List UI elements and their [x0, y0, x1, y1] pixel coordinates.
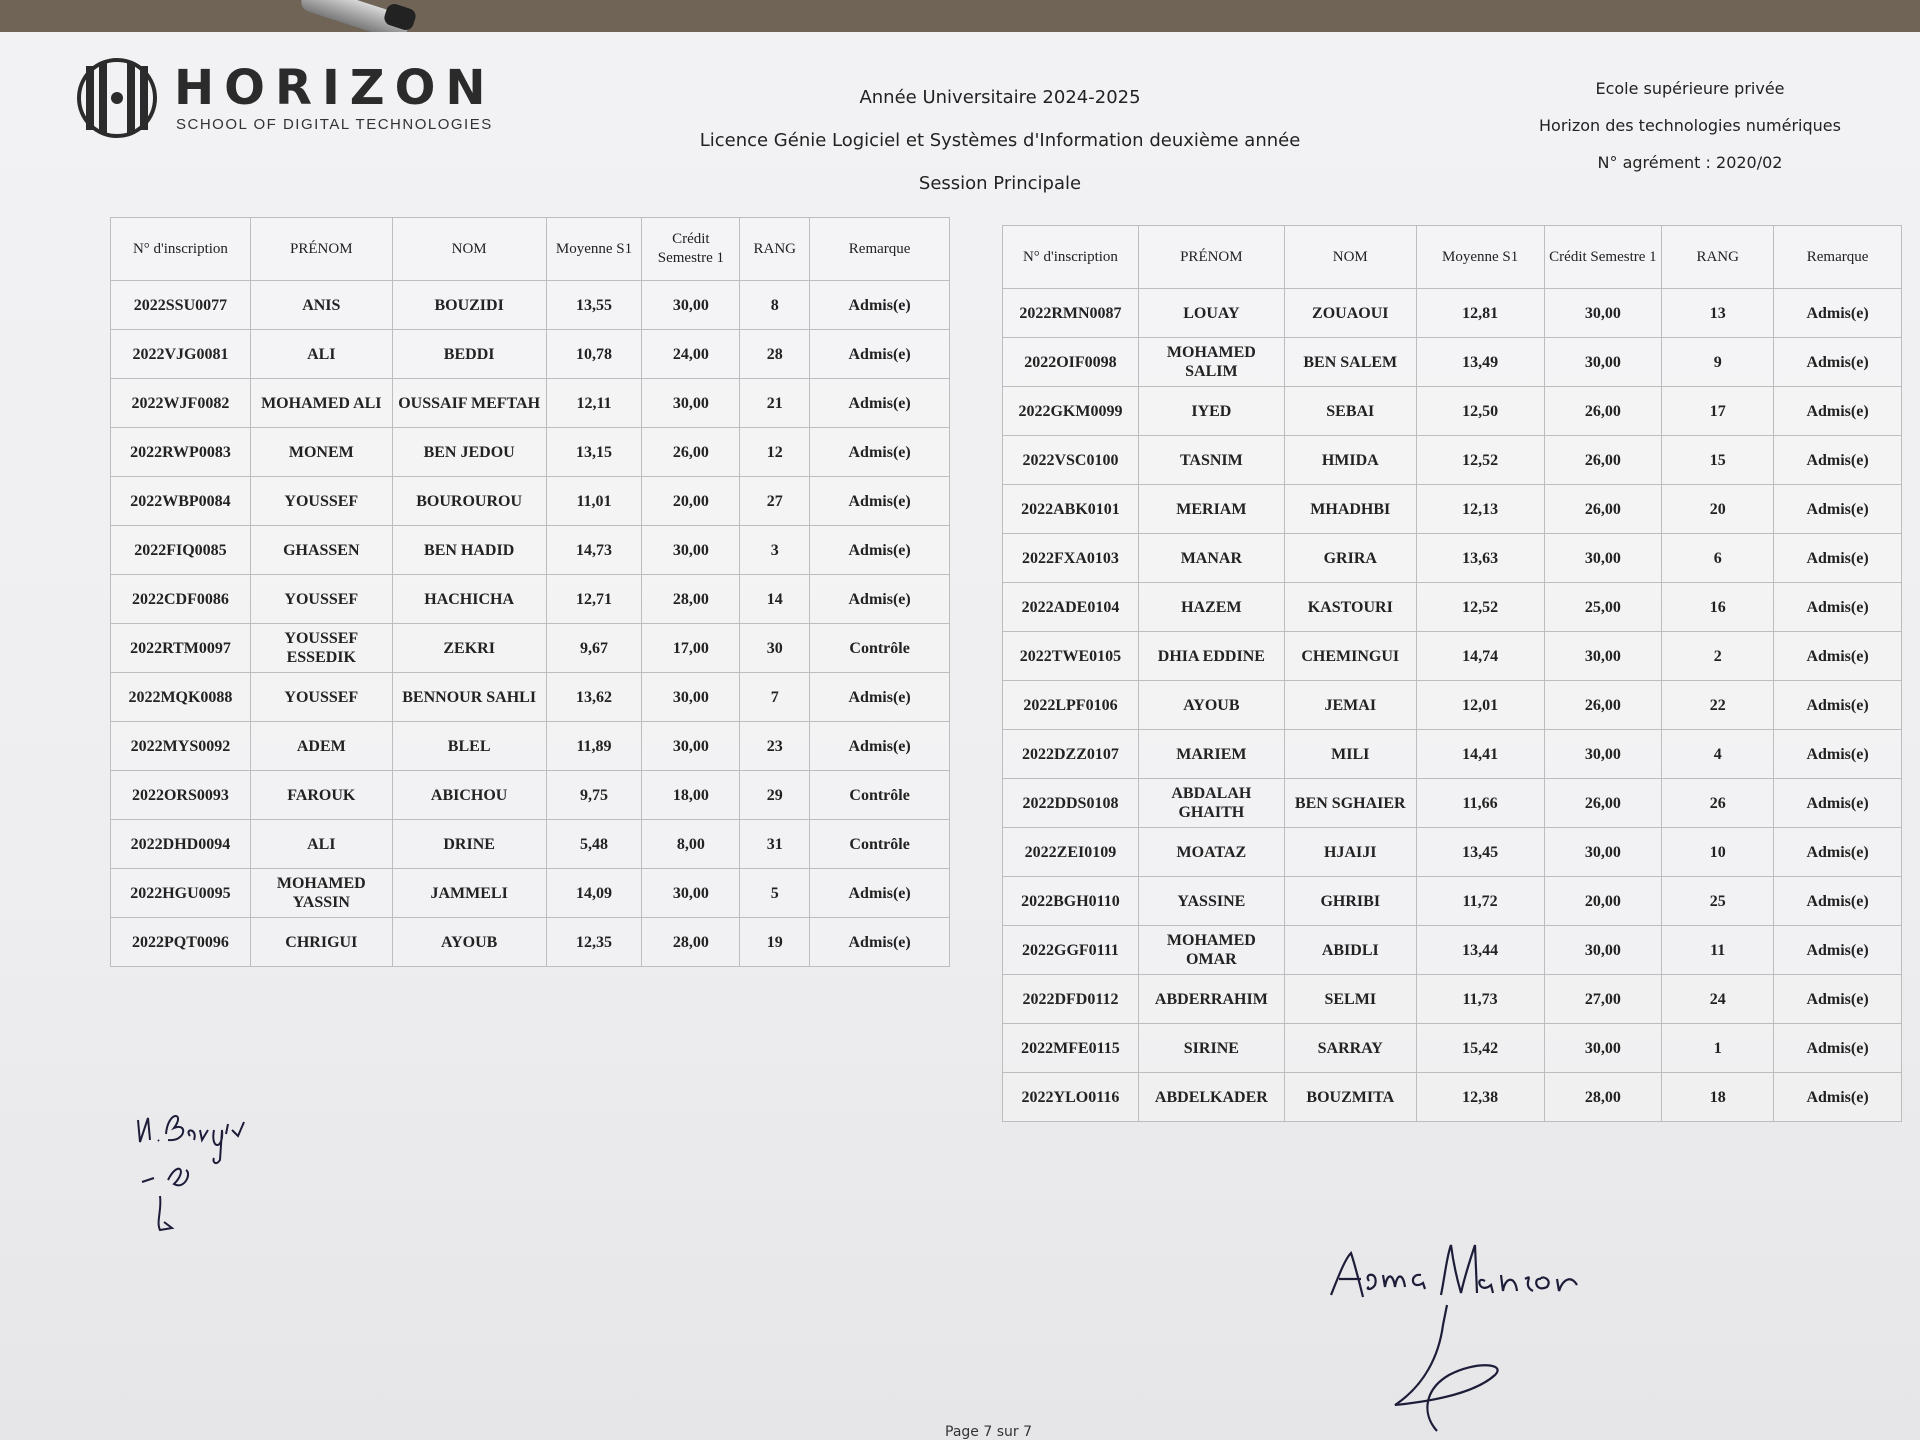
cell-moyenne: 9,67: [546, 624, 642, 673]
cell-rang: 12: [740, 428, 810, 477]
cell-prenom: YOUSSEF: [250, 575, 392, 624]
cell-nom: GHRIBI: [1284, 877, 1416, 926]
cell-credit: 28,00: [1544, 1073, 1662, 1122]
cell-id: 2022GKM0099: [1003, 387, 1139, 436]
col-header-remarque: Remarque: [1774, 226, 1902, 289]
cell-nom: SELMI: [1284, 975, 1416, 1024]
cell-credit: 24,00: [642, 330, 740, 379]
table-row: [1003, 1073, 1902, 1122]
cell-prenom: MOHAMED ALI: [250, 379, 392, 428]
cell-id: 2022DDS0108: [1003, 779, 1139, 828]
table-row: [1003, 779, 1902, 828]
school-type: Ecole supérieure privée: [1595, 79, 1785, 98]
cell-moyenne: 10,78: [546, 330, 642, 379]
page-number: Page 7 sur 7: [945, 1424, 1032, 1440]
cell-prenom: DHIA EDDINE: [1138, 632, 1284, 681]
cell-moyenne: 14,09: [546, 869, 642, 918]
cell-rang: 21: [740, 379, 810, 428]
cell-nom: OUSSAIF MEFTAH: [392, 379, 546, 428]
cell-nom: AYOUB: [392, 918, 546, 967]
table-header-row: [1003, 226, 1902, 289]
cell-moyenne: 14,73: [546, 526, 642, 575]
cell-moyenne: 11,01: [546, 477, 642, 526]
cell-credit: 30,00: [1544, 632, 1662, 681]
col-header-nom: NOM: [1284, 226, 1416, 289]
cell-moyenne: 12,13: [1416, 485, 1544, 534]
table-row: [111, 624, 950, 673]
table-row: [111, 526, 950, 575]
cell-credit: 25,00: [1544, 583, 1662, 632]
table-row: [1003, 485, 1902, 534]
logo-wordmark: HORIZON: [174, 60, 496, 116]
cell-nom: KASTOURI: [1284, 583, 1416, 632]
cell-prenom: YOUSSEF: [250, 477, 392, 526]
col-header-moyenne: Moyenne S1: [546, 218, 642, 281]
cell-remarque: Admis(e): [1774, 485, 1902, 534]
cell-moyenne: 12,52: [1416, 583, 1544, 632]
cell-nom: CHEMINGUI: [1284, 632, 1416, 681]
cell-id: 2022VSC0100: [1003, 436, 1139, 485]
cell-credit: 30,00: [642, 526, 740, 575]
cell-id: 2022MFE0115: [1003, 1024, 1139, 1073]
cell-id: 2022FIQ0085: [111, 526, 251, 575]
cell-id: 2022YLO0116: [1003, 1073, 1139, 1122]
cell-prenom: ALI: [250, 820, 392, 869]
cell-id: 2022CDF0086: [111, 575, 251, 624]
table-row: [111, 428, 950, 477]
cell-remarque: Admis(e): [1774, 387, 1902, 436]
cell-rang: 23: [740, 722, 810, 771]
school-name: Horizon des technologies numériques: [1539, 116, 1841, 135]
cell-credit: 28,00: [642, 575, 740, 624]
cell-remarque: Admis(e): [810, 575, 950, 624]
cell-remarque: Admis(e): [1774, 681, 1902, 730]
cell-id: 2022BGH0110: [1003, 877, 1139, 926]
cell-rang: 1: [1662, 1024, 1774, 1073]
cell-credit: 26,00: [1544, 681, 1662, 730]
cell-prenom: TASNIM: [1138, 436, 1284, 485]
col-header-moyenne: Moyenne S1: [1416, 226, 1544, 289]
cell-nom: BEN JEDOU: [392, 428, 546, 477]
cell-moyenne: 11,66: [1416, 779, 1544, 828]
horizon-logo: [72, 56, 512, 140]
cell-nom: BEDDI: [392, 330, 546, 379]
cell-prenom: ANIS: [250, 281, 392, 330]
table-row: [111, 330, 950, 379]
cell-credit: 30,00: [642, 379, 740, 428]
cell-credit: 26,00: [1544, 779, 1662, 828]
cell-nom: BEN SGHAIER: [1284, 779, 1416, 828]
cell-rang: 18: [1662, 1073, 1774, 1122]
table-header-row: [111, 218, 950, 281]
cell-credit: 30,00: [642, 281, 740, 330]
table-row: [111, 673, 950, 722]
table-row: [111, 379, 950, 428]
cell-credit: 30,00: [1544, 338, 1662, 387]
cell-nom: BENNOUR SAHLI: [392, 673, 546, 722]
cell-prenom: MERIAM: [1138, 485, 1284, 534]
cell-prenom: ABDERRAHIM: [1138, 975, 1284, 1024]
cell-rang: 26: [1662, 779, 1774, 828]
cell-credit: 30,00: [1544, 289, 1662, 338]
cell-remarque: Admis(e): [1774, 926, 1902, 975]
cell-nom: ZOUAOUI: [1284, 289, 1416, 338]
cell-remarque: Admis(e): [810, 673, 950, 722]
cell-moyenne: 12,35: [546, 918, 642, 967]
cell-remarque: Admis(e): [810, 722, 950, 771]
table-row: [111, 477, 950, 526]
cell-nom: HACHICHA: [392, 575, 546, 624]
table-row: [1003, 877, 1902, 926]
cell-nom: ZEKRI: [392, 624, 546, 673]
program-title: Licence Génie Logiciel et Systèmes d'Information deuxième année: [699, 130, 1301, 151]
table-row: [1003, 338, 1902, 387]
cell-moyenne: 14,74: [1416, 632, 1544, 681]
cell-rang: 29: [740, 771, 810, 820]
cell-prenom: GHASSEN: [250, 526, 392, 575]
cell-id: 2022ADE0104: [1003, 583, 1139, 632]
cell-moyenne: 11,89: [546, 722, 642, 771]
cell-prenom: MANAR: [1138, 534, 1284, 583]
table-row: [111, 771, 950, 820]
cell-remarque: Admis(e): [1774, 828, 1902, 877]
cell-id: 2022RMN0087: [1003, 289, 1139, 338]
cell-rang: 6: [1662, 534, 1774, 583]
table-row: [1003, 828, 1902, 877]
table-row: [1003, 387, 1902, 436]
horizon-emblem-icon: [72, 56, 162, 140]
col-header-prenom: PRÉNOM: [250, 218, 392, 281]
cell-remarque: Admis(e): [810, 379, 950, 428]
cell-credit: 30,00: [1544, 534, 1662, 583]
cell-moyenne: 12,52: [1416, 436, 1544, 485]
cell-remarque: Admis(e): [810, 281, 950, 330]
cell-prenom: MOHAMED YASSIN: [250, 869, 392, 918]
cell-nom: GRIRA: [1284, 534, 1416, 583]
cell-rang: 16: [1662, 583, 1774, 632]
cell-moyenne: 5,48: [546, 820, 642, 869]
cell-rang: 11: [1662, 926, 1774, 975]
cell-id: 2022MYS0092: [111, 722, 251, 771]
cell-moyenne: 12,71: [546, 575, 642, 624]
table-row: [1003, 926, 1902, 975]
cell-moyenne: 12,38: [1416, 1073, 1544, 1122]
table-row: [1003, 632, 1902, 681]
cell-remarque: Admis(e): [1774, 632, 1902, 681]
cell-rang: 5: [740, 869, 810, 918]
cell-id: 2022DZZ0107: [1003, 730, 1139, 779]
results-table-left: [110, 217, 950, 967]
cell-rang: 7: [740, 673, 810, 722]
cell-nom: MILI: [1284, 730, 1416, 779]
cell-moyenne: 12,50: [1416, 387, 1544, 436]
cell-credit: 30,00: [1544, 828, 1662, 877]
cell-remarque: Admis(e): [1774, 534, 1902, 583]
cell-rang: 13: [1662, 289, 1774, 338]
cell-nom: BEN HADID: [392, 526, 546, 575]
cell-credit: 20,00: [642, 477, 740, 526]
table-row: [111, 869, 950, 918]
cell-prenom: MARIEM: [1138, 730, 1284, 779]
cell-remarque: Contrôle: [810, 820, 950, 869]
cell-prenom: SIRINE: [1138, 1024, 1284, 1073]
cell-rang: 14: [740, 575, 810, 624]
cell-rang: 30: [740, 624, 810, 673]
cell-credit: 26,00: [1544, 485, 1662, 534]
col-header-nom: NOM: [392, 218, 546, 281]
cell-prenom: YASSINE: [1138, 877, 1284, 926]
cell-nom: HMIDA: [1284, 436, 1416, 485]
cell-rang: 10: [1662, 828, 1774, 877]
cell-prenom: HAZEM: [1138, 583, 1284, 632]
col-header-rang: RANG: [740, 218, 810, 281]
logo-tagline: SCHOOL OF DIGITAL TECHNOLOGIES: [176, 116, 493, 133]
cell-id: 2022SSU0077: [111, 281, 251, 330]
cell-rang: 17: [1662, 387, 1774, 436]
cell-remarque: Admis(e): [810, 526, 950, 575]
cell-remarque: Admis(e): [1774, 583, 1902, 632]
cell-moyenne: 13,62: [546, 673, 642, 722]
cell-id: 2022ABK0101: [1003, 485, 1139, 534]
cell-credit: 18,00: [642, 771, 740, 820]
cell-rang: 25: [1662, 877, 1774, 926]
cell-remarque: Admis(e): [1774, 289, 1902, 338]
col-header-credit: Crédit Semestre 1: [642, 218, 740, 281]
cell-id: 2022GGF0111: [1003, 926, 1139, 975]
cell-nom: JAMMELI: [392, 869, 546, 918]
cell-prenom: AYOUB: [1138, 681, 1284, 730]
cell-id: 2022VJG0081: [111, 330, 251, 379]
cell-nom: DRINE: [392, 820, 546, 869]
cell-nom: MHADHBI: [1284, 485, 1416, 534]
cell-id: 2022FXA0103: [1003, 534, 1139, 583]
cell-rang: 19: [740, 918, 810, 967]
table-row: [111, 575, 950, 624]
cell-id: 2022TWE0105: [1003, 632, 1139, 681]
cell-nom: HJAIJI: [1284, 828, 1416, 877]
cell-id: 2022DHD0094: [111, 820, 251, 869]
table-row: [1003, 436, 1902, 485]
table-row: [111, 820, 950, 869]
agrement-number: N° agrément : 2020/02: [1597, 153, 1783, 172]
cell-rang: 28: [740, 330, 810, 379]
cell-rang: 31: [740, 820, 810, 869]
cell-remarque: Admis(e): [1774, 338, 1902, 387]
table-row: [111, 281, 950, 330]
session-title: Session Principale: [918, 173, 1082, 194]
cell-nom: ABIDLI: [1284, 926, 1416, 975]
cell-id: 2022PQT0096: [111, 918, 251, 967]
cell-moyenne: 13,45: [1416, 828, 1544, 877]
cell-nom: SEBAI: [1284, 387, 1416, 436]
cell-prenom: MOHAMED OMAR: [1138, 926, 1284, 975]
cell-remarque: Admis(e): [810, 918, 950, 967]
cell-nom: BOUZMITA: [1284, 1073, 1416, 1122]
cell-nom: JEMAI: [1284, 681, 1416, 730]
cell-moyenne: 15,42: [1416, 1024, 1544, 1073]
cell-prenom: LOUAY: [1138, 289, 1284, 338]
cell-moyenne: 13,55: [546, 281, 642, 330]
cell-prenom: ALI: [250, 330, 392, 379]
cell-id: 2022DFD0112: [1003, 975, 1139, 1024]
school-info: [1500, 70, 1880, 181]
table-row: [1003, 1024, 1902, 1073]
cell-id: 2022ZEI0109: [1003, 828, 1139, 877]
academic-year: Année Universitaire 2024-2025: [859, 87, 1141, 108]
cell-moyenne: 13,49: [1416, 338, 1544, 387]
table-row: [1003, 534, 1902, 583]
col-header-rang: RANG: [1662, 226, 1774, 289]
cell-credit: 30,00: [1544, 730, 1662, 779]
cell-prenom: MOATAZ: [1138, 828, 1284, 877]
cell-prenom: ADEM: [250, 722, 392, 771]
cell-id: 2022RTM0097: [111, 624, 251, 673]
signature-left: [128, 1100, 278, 1250]
cell-remarque: Admis(e): [810, 330, 950, 379]
cell-prenom: YOUSSEF: [250, 673, 392, 722]
cell-moyenne: 13,63: [1416, 534, 1544, 583]
col-header-id: N° d'inscription: [1003, 226, 1139, 289]
cell-prenom: FAROUK: [250, 771, 392, 820]
cell-id: 2022HGU0095: [111, 869, 251, 918]
cell-remarque: Admis(e): [1774, 779, 1902, 828]
cell-moyenne: 12,11: [546, 379, 642, 428]
cell-id: 2022OIF0098: [1003, 338, 1139, 387]
cell-id: 2022LPF0106: [1003, 681, 1139, 730]
cell-remarque: Contrôle: [810, 771, 950, 820]
cell-rang: 2: [1662, 632, 1774, 681]
col-header-id: N° d'inscription: [111, 218, 251, 281]
cell-remarque: Admis(e): [810, 869, 950, 918]
cell-remarque: Admis(e): [1774, 1024, 1902, 1073]
cell-moyenne: 14,41: [1416, 730, 1544, 779]
table-row: [111, 918, 950, 967]
cell-remarque: Admis(e): [810, 477, 950, 526]
table-row: [1003, 583, 1902, 632]
results-table-right: [1002, 225, 1902, 1122]
cell-remarque: Admis(e): [1774, 1073, 1902, 1122]
cell-credit: 20,00: [1544, 877, 1662, 926]
cell-credit: 30,00: [642, 722, 740, 771]
cell-rang: 24: [1662, 975, 1774, 1024]
table-row: [1003, 975, 1902, 1024]
cell-nom: ABICHOU: [392, 771, 546, 820]
cell-credit: 8,00: [642, 820, 740, 869]
cell-credit: 28,00: [642, 918, 740, 967]
cell-credit: 30,00: [1544, 1024, 1662, 1073]
cell-credit: 26,00: [642, 428, 740, 477]
cell-credit: 30,00: [642, 869, 740, 918]
cell-rang: 15: [1662, 436, 1774, 485]
cell-prenom: MOHAMED SALIM: [1138, 338, 1284, 387]
signature-right: [1325, 1235, 1585, 1435]
cell-prenom: IYED: [1138, 387, 1284, 436]
cell-remarque: Admis(e): [1774, 730, 1902, 779]
cell-remarque: Admis(e): [1774, 877, 1902, 926]
cell-remarque: Admis(e): [1774, 436, 1902, 485]
cell-rang: 9: [1662, 338, 1774, 387]
cell-moyenne: 13,15: [546, 428, 642, 477]
cell-id: 2022ORS0093: [111, 771, 251, 820]
col-header-credit: Crédit Semestre 1: [1544, 226, 1662, 289]
table-row: [1003, 681, 1902, 730]
cell-remarque: Admis(e): [810, 428, 950, 477]
cell-id: 2022RWP0083: [111, 428, 251, 477]
cell-credit: 27,00: [1544, 975, 1662, 1024]
cell-credit: 30,00: [642, 673, 740, 722]
cell-nom: BOUZIDI: [392, 281, 546, 330]
cell-rang: 8: [740, 281, 810, 330]
cell-moyenne: 11,72: [1416, 877, 1544, 926]
cell-prenom: ABDALAH GHAITH: [1138, 779, 1284, 828]
cell-rang: 22: [1662, 681, 1774, 730]
cell-prenom: YOUSSEF ESSEDIK: [250, 624, 392, 673]
cell-id: 2022MQK0088: [111, 673, 251, 722]
cell-moyenne: 13,44: [1416, 926, 1544, 975]
table-row: [1003, 289, 1902, 338]
cell-rang: 4: [1662, 730, 1774, 779]
cell-prenom: MONEM: [250, 428, 392, 477]
cell-nom: BEN SALEM: [1284, 338, 1416, 387]
cell-rang: 3: [740, 526, 810, 575]
cell-prenom: CHRIGUI: [250, 918, 392, 967]
cell-credit: 26,00: [1544, 387, 1662, 436]
cell-moyenne: 12,01: [1416, 681, 1544, 730]
table-row: [111, 722, 950, 771]
document-heading: [620, 76, 1380, 205]
cell-moyenne: 9,75: [546, 771, 642, 820]
col-header-remarque: Remarque: [810, 218, 950, 281]
cell-nom: BOUROUROU: [392, 477, 546, 526]
cell-nom: SARRAY: [1284, 1024, 1416, 1073]
cell-remarque: Contrôle: [810, 624, 950, 673]
col-header-prenom: PRÉNOM: [1138, 226, 1284, 289]
cell-credit: 30,00: [1544, 926, 1662, 975]
cell-rang: 20: [1662, 485, 1774, 534]
cell-prenom: ABDELKADER: [1138, 1073, 1284, 1122]
cell-nom: BLEL: [392, 722, 546, 771]
cell-moyenne: 11,73: [1416, 975, 1544, 1024]
cell-moyenne: 12,81: [1416, 289, 1544, 338]
cell-credit: 26,00: [1544, 436, 1662, 485]
table-row: [1003, 730, 1902, 779]
cell-id: 2022WJF0082: [111, 379, 251, 428]
cell-rang: 27: [740, 477, 810, 526]
cell-id: 2022WBP0084: [111, 477, 251, 526]
cell-credit: 17,00: [642, 624, 740, 673]
cell-remarque: Admis(e): [1774, 975, 1902, 1024]
